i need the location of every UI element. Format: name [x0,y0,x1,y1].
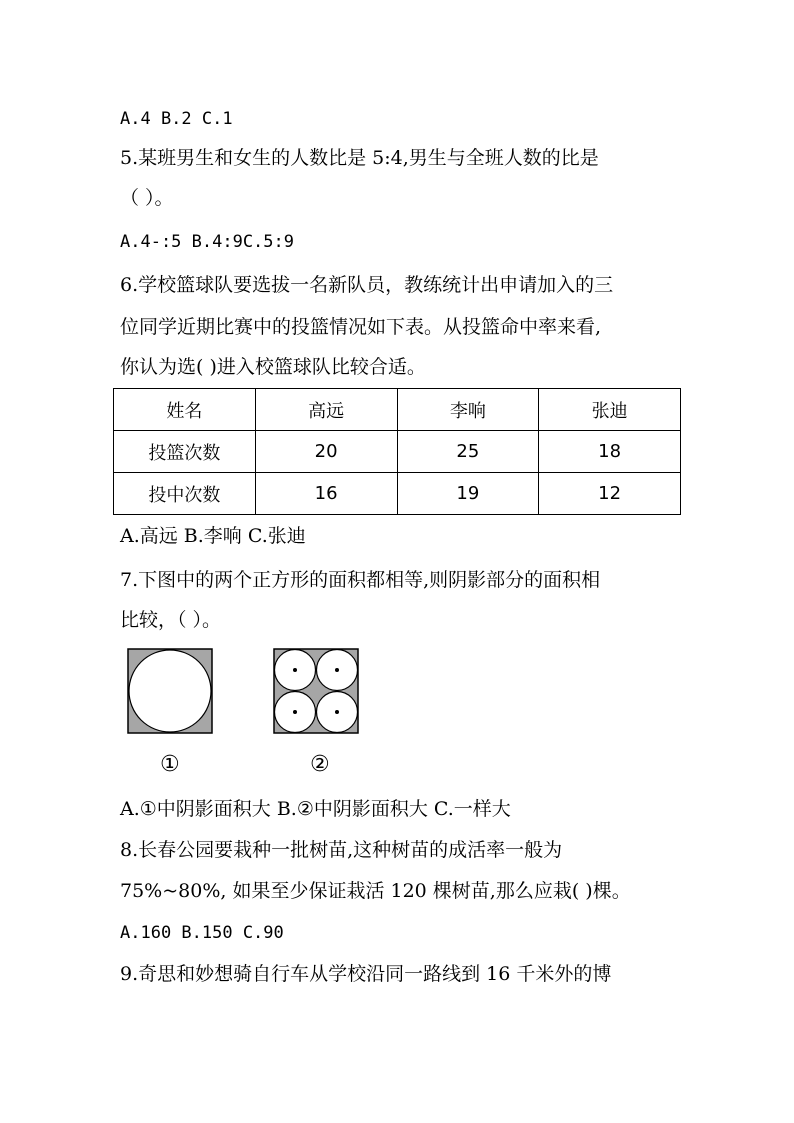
table-cell: 18 [539,431,681,473]
figure-2-square-four-circles [273,648,359,734]
table-cell: 25 [397,431,539,473]
q8-line1: 8.长春公园要栽种一批树苗,这种树苗的成活率一般为 [120,839,563,861]
table-row [114,473,681,515]
figure-2-center-dot [293,668,297,672]
table-cell: 12 [539,473,681,515]
table-cell: 20 [255,431,397,473]
figure-2-center-dot [335,668,339,672]
q6-options: A.高远 B.李响 C.张迪 [120,525,306,547]
q8-options: A.160 B.150 C.90 [120,923,284,943]
q5-line1: 5.某班男生和女生的人数比是 5:4,男生与全班人数的比是 [120,147,599,169]
q6-line3: 你认为选( )进入校篮球队比较合适。 [120,356,426,378]
table-cell: 16 [255,473,397,515]
table-header-row [114,389,681,431]
figure-2-center-dot [293,710,297,714]
q5-options: A.4-:5 B.4:9C.5:9 [120,232,294,252]
table-cell: 高远 [255,389,397,431]
figure-2-label: ② [310,752,330,777]
figure-1-square-circle [127,648,213,734]
figure-2-center-dot [335,710,339,714]
q9-line1: 9.奇思和妙想骑自行车从学校沿同一路线到 16 千米外的博 [120,963,612,985]
figure-1-label: ① [160,752,180,777]
table-row [114,431,681,473]
table-cell: 李响 [397,389,539,431]
table-cell: 投中次数 [114,473,256,515]
table-cell: 张迪 [539,389,681,431]
figure-1-circle [129,650,211,732]
table-cell: 姓名 [114,389,256,431]
q6-line1: 6.学校篮球队要选拔一名新队员，教练统计出申请加入的三 [120,274,614,296]
q7-line1: 7.下图中的两个正方形的面积都相等,则阴影部分的面积相 [120,569,601,591]
q6-line2: 位同学近期比赛中的投篮情况如下表。从投篮命中率来看, [120,316,602,338]
table-cell: 19 [397,473,539,515]
shooting-table [113,388,681,515]
q5-line2: （ ）。 [120,187,174,209]
table-cell: 投篮次数 [114,431,256,473]
q4-options: A.4 B.2 C.1 [120,109,233,129]
q7-line2: 比较，（ ）。 [120,609,222,631]
q8-line2: 75%~80%, 如果至少保证栽活 120 棵树苗,那么应栽( )棵。 [120,880,631,902]
q7-options: A.①中阴影面积大 B.②中阴影面积大 C.一样大 [120,798,511,820]
